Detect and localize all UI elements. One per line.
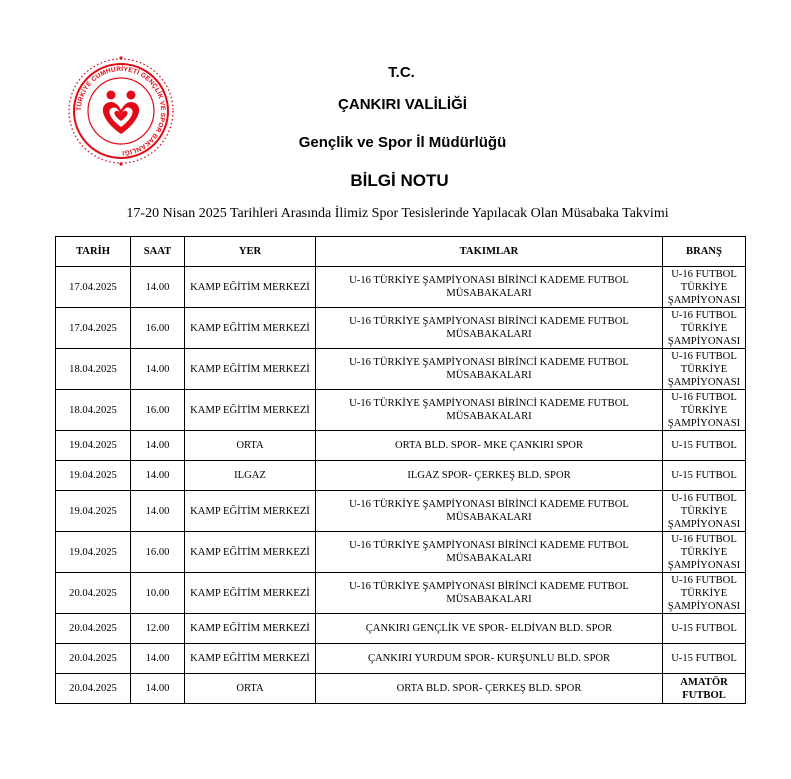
table-header-row: [56, 237, 746, 267]
cell-takimlar: U-16 TÜRKİYE ŞAMPİYONASI BİRİNCİ KADEME FUTBOL MÜSABAKALARI: [316, 267, 663, 308]
cell-saat: 10.00: [131, 573, 185, 614]
cell-takimlar: U-16 TÜRKİYE ŞAMPİYONASI BİRİNCİ KADEME FUTBOL MÜSABAKALARI: [316, 491, 663, 532]
cell-yer: ILGAZ: [185, 461, 316, 491]
column-header-saat: SAAT: [131, 237, 185, 267]
table-row: [56, 431, 746, 461]
table-row: [56, 308, 746, 349]
cell-yer: KAMP EĞİTİM MERKEZİ: [185, 308, 316, 349]
cell-takimlar: ORTA BLD. SPOR- MKE ÇANKIRI SPOR: [316, 431, 663, 461]
cell-tarih: 17.04.2025: [56, 308, 131, 349]
cell-saat: 16.00: [131, 390, 185, 431]
column-header-yer: YER: [185, 237, 316, 267]
cell-yer: KAMP EĞİTİM MERKEZİ: [185, 573, 316, 614]
cell-brans: AMATÖR FUTBOL: [663, 674, 746, 704]
table-row: [56, 390, 746, 431]
cell-brans: U-15 FUTBOL: [663, 431, 746, 461]
table-row: [56, 644, 746, 674]
cell-yer: KAMP EĞİTİM MERKEZİ: [185, 532, 316, 573]
cell-brans: U-16 FUTBOL TÜRKİYE ŞAMPİYONASI: [663, 532, 746, 573]
table-row: [56, 491, 746, 532]
cell-takimlar: ILGAZ SPOR- ÇERKEŞ BLD. SPOR: [316, 461, 663, 491]
table-row: [56, 614, 746, 644]
cell-saat: 16.00: [131, 308, 185, 349]
table-row: [56, 349, 746, 390]
cell-tarih: 20.04.2025: [56, 644, 131, 674]
cell-yer: KAMP EĞİTİM MERKEZİ: [185, 644, 316, 674]
cell-takimlar: ÇANKIRI GENÇLİK VE SPOR- ELDİVAN BLD. SPOR: [316, 614, 663, 644]
table-row: [56, 532, 746, 573]
table-row: [56, 267, 746, 308]
cell-brans: U-16 FUTBOL TÜRKİYE ŞAMPİYONASI: [663, 267, 746, 308]
cell-brans: U-16 FUTBOL TÜRKİYE ŞAMPİYONASI: [663, 390, 746, 431]
svg-text:TÜRKİYE CUMHURİYETİ GENÇLİK VE: TÜRKİYE CUMHURİYETİ GENÇLİK VE SPOR BAKANLIĞI: [75, 65, 167, 156]
cell-tarih: 19.04.2025: [56, 532, 131, 573]
cell-brans: U-16 FUTBOL TÜRKİYE ŞAMPİYONASI: [663, 349, 746, 390]
table-row: [56, 461, 746, 491]
cell-takimlar: U-16 TÜRKİYE ŞAMPİYONASI BİRİNCİ KADEME FUTBOL MÜSABAKALARI: [316, 532, 663, 573]
cell-tarih: 18.04.2025: [56, 349, 131, 390]
cell-tarih: 18.04.2025: [56, 390, 131, 431]
cell-yer: KAMP EĞİTİM MERKEZİ: [185, 491, 316, 532]
column-header-tarih: TARİH: [56, 237, 131, 267]
cell-tarih: 20.04.2025: [56, 674, 131, 704]
header-mudurluk: Gençlik ve Spor İl Müdürlüğü: [298, 134, 507, 151]
table-row: [56, 674, 746, 704]
cell-brans: U-16 FUTBOL TÜRKİYE ŞAMPİYONASI: [663, 308, 746, 349]
cell-yer: KAMP EĞİTİM MERKEZİ: [185, 390, 316, 431]
cell-saat: 14.00: [131, 431, 185, 461]
cell-tarih: 17.04.2025: [56, 267, 131, 308]
cell-tarih: 19.04.2025: [56, 491, 131, 532]
cell-saat: 14.00: [131, 644, 185, 674]
header-valilik: ÇANKIRI VALİLİĞİ: [338, 96, 467, 113]
cell-saat: 14.00: [131, 491, 185, 532]
cell-takimlar: U-16 TÜRKİYE ŞAMPİYONASI BİRİNCİ KADEME FUTBOL MÜSABAKALARI: [316, 308, 663, 349]
page-subtitle: 17-20 Nisan 2025 Tarihleri Arasında İlimiz Spor Tesislerinde Yapılacak Olan Müsabaka Takvimi: [126, 206, 669, 221]
cell-saat: 12.00: [131, 614, 185, 644]
page-title: BİLGİ NOTU: [350, 171, 449, 190]
cell-takimlar: ORTA BLD. SPOR- ÇERKEŞ BLD. SPOR: [316, 674, 663, 704]
cell-yer: ORTA: [185, 674, 316, 704]
cell-takimlar: ÇANKIRI YURDUM SPOR- KURŞUNLU BLD. SPOR: [316, 644, 663, 674]
cell-tarih: 19.04.2025: [56, 461, 131, 491]
cell-takimlar: U-16 TÜRKİYE ŞAMPİYONASI BİRİNCİ KADEME FUTBOL MÜSABAKALARI: [316, 390, 663, 431]
column-header-brans: BRANŞ: [663, 237, 746, 267]
cell-brans: U-15 FUTBOL: [663, 614, 746, 644]
cell-saat: 14.00: [131, 267, 185, 308]
cell-saat: 16.00: [131, 532, 185, 573]
cell-brans: U-16 FUTBOL TÜRKİYE ŞAMPİYONASI: [663, 491, 746, 532]
cell-yer: ORTA: [185, 431, 316, 461]
cell-takimlar: U-16 TÜRKİYE ŞAMPİYONASI BİRİNCİ KADEME FUTBOL MÜSABAKALARI: [316, 573, 663, 614]
cell-yer: KAMP EĞİTİM MERKEZİ: [185, 349, 316, 390]
cell-saat: 14.00: [131, 349, 185, 390]
cell-brans: U-15 FUTBOL: [663, 461, 746, 491]
cell-tarih: 20.04.2025: [56, 614, 131, 644]
cell-tarih: 20.04.2025: [56, 573, 131, 614]
cell-yer: KAMP EĞİTİM MERKEZİ: [185, 614, 316, 644]
cell-brans: U-16 FUTBOL TÜRKİYE ŞAMPİYONASI: [663, 573, 746, 614]
cell-yer: KAMP EĞİTİM MERKEZİ: [185, 267, 316, 308]
header-tc: T.C.: [388, 64, 415, 81]
schedule-table: [55, 236, 746, 704]
cell-brans: U-15 FUTBOL: [663, 644, 746, 674]
cell-takimlar: U-16 TÜRKİYE ŞAMPİYONASI BİRİNCİ KADEME FUTBOL MÜSABAKALARI: [316, 349, 663, 390]
cell-tarih: 19.04.2025: [56, 431, 131, 461]
column-header-takimlar: TAKIMLAR: [316, 237, 663, 267]
cell-saat: 14.00: [131, 674, 185, 704]
cell-saat: 14.00: [131, 461, 185, 491]
table-row: [56, 573, 746, 614]
